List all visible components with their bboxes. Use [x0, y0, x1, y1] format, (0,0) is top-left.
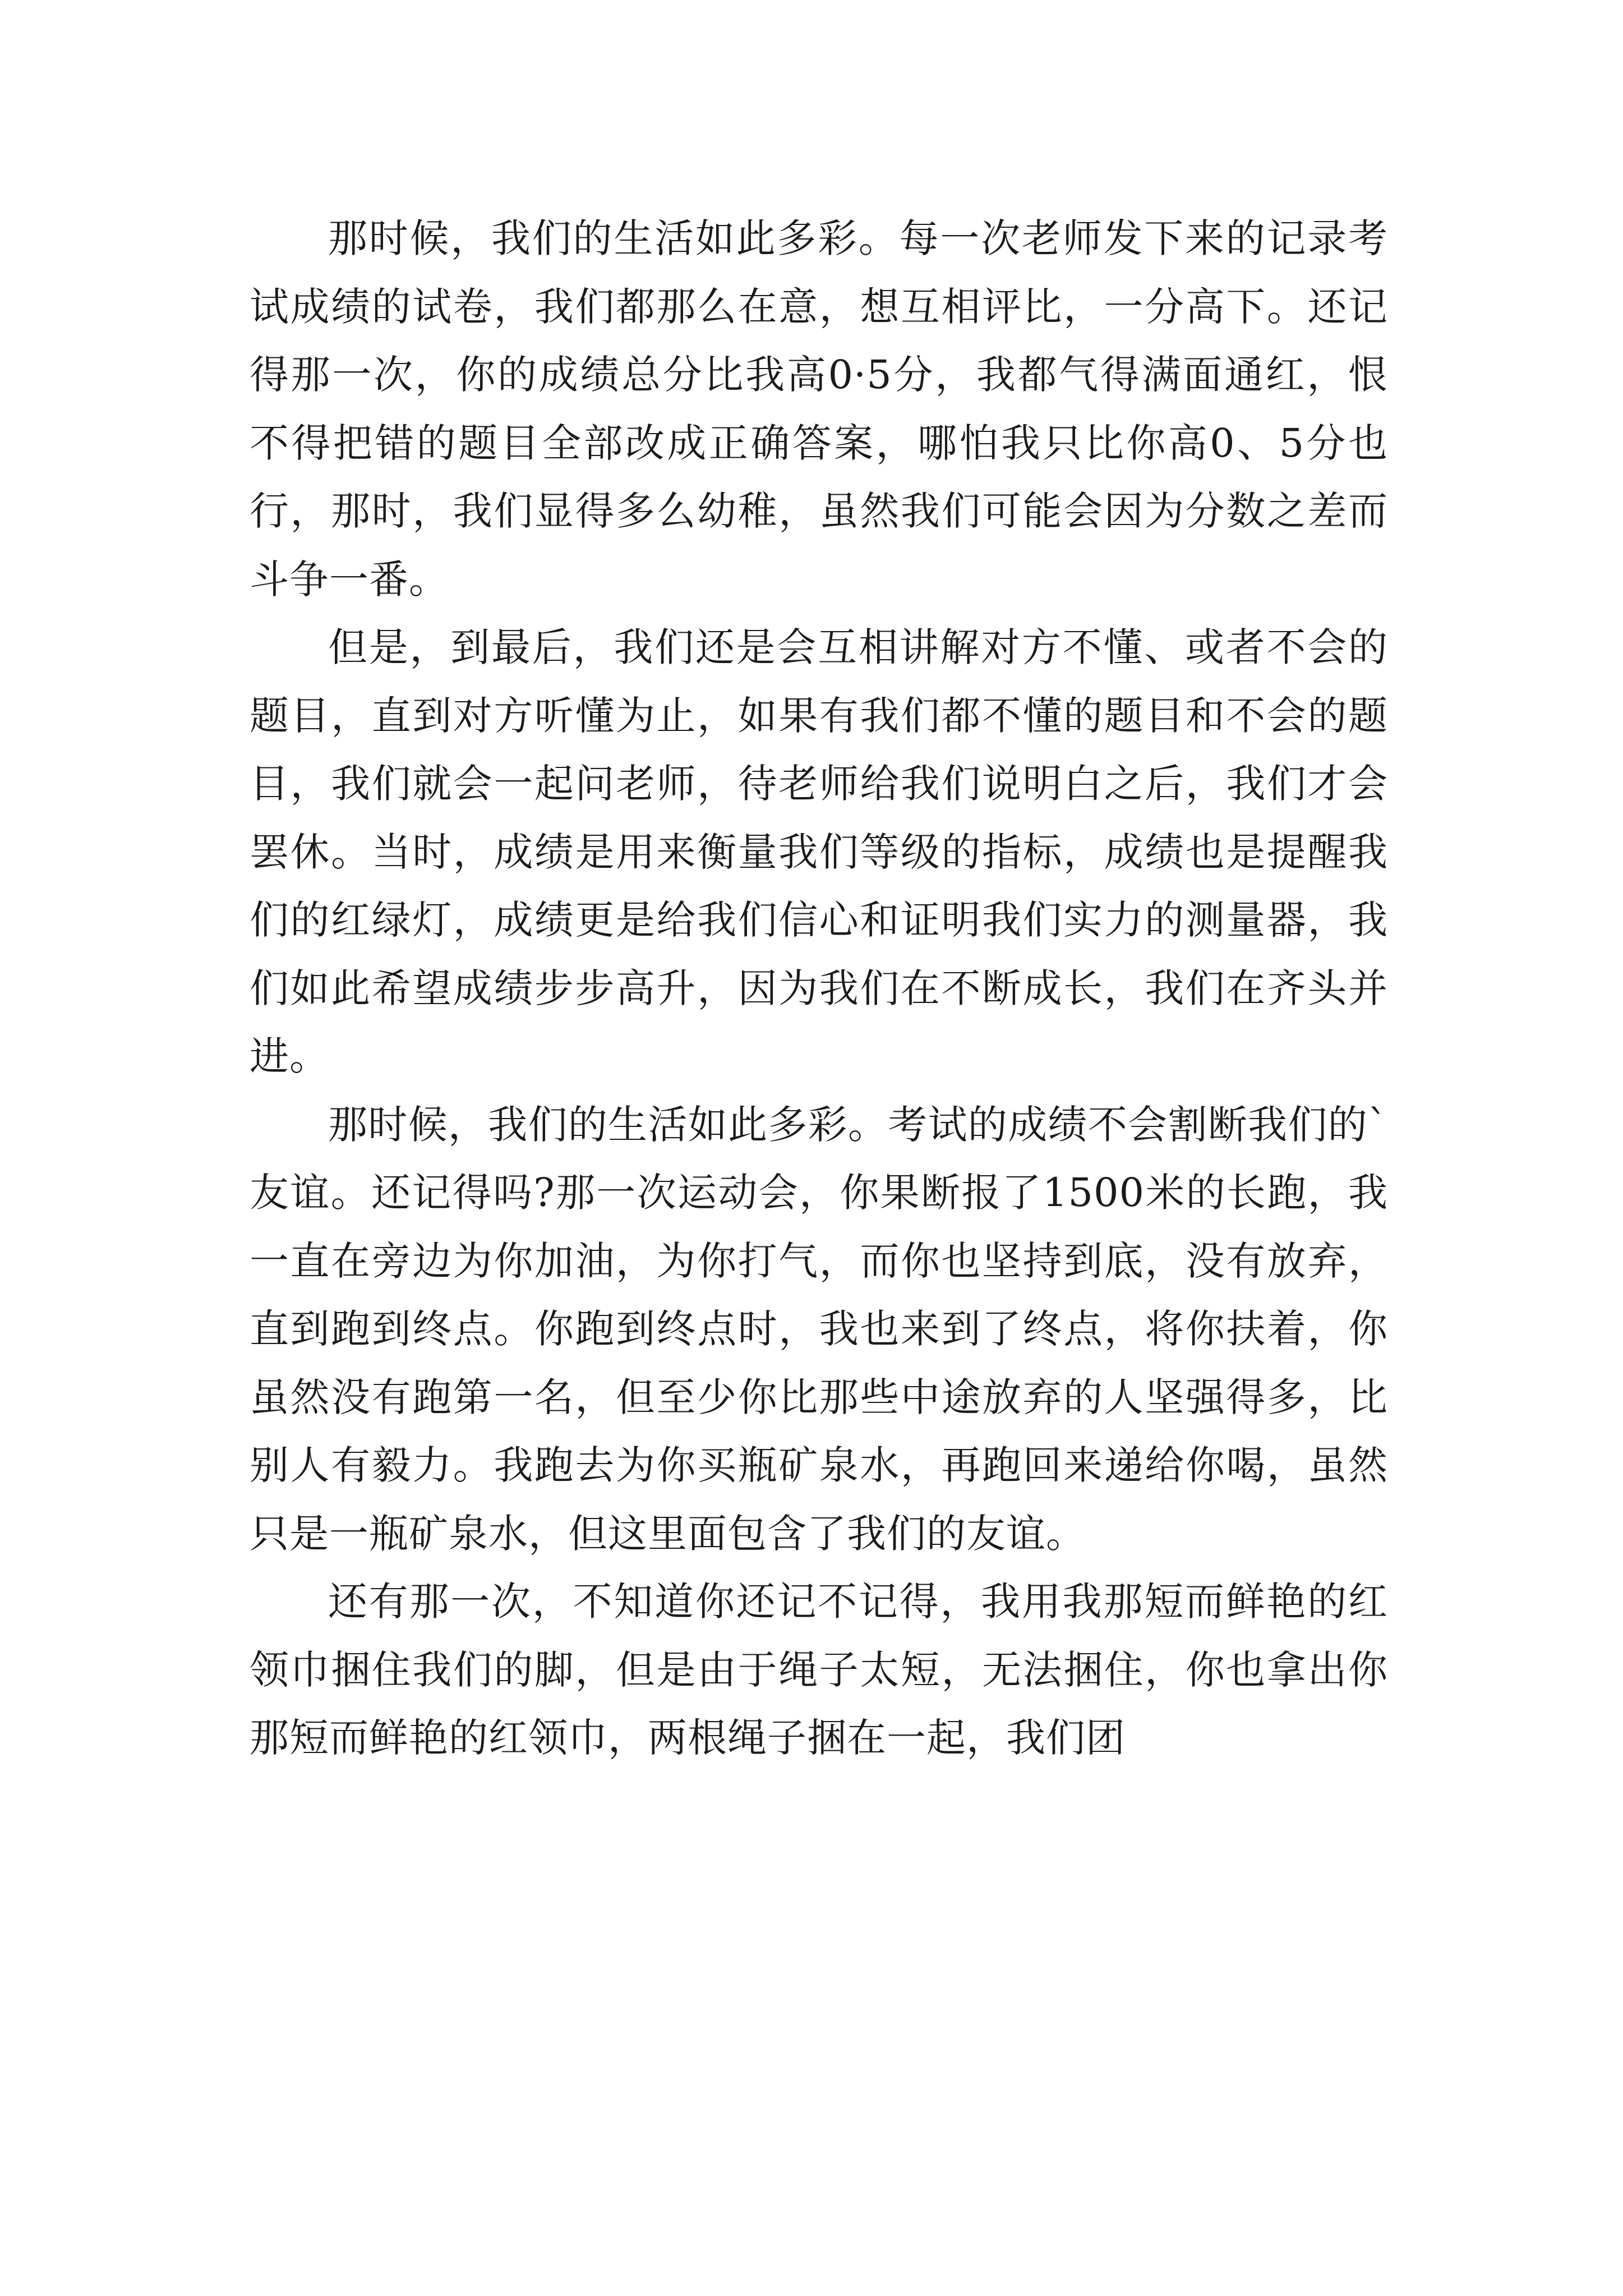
- document-body: [250, 205, 1388, 1773]
- paragraph-4: 还有那一次，不知道你还记不记得，我用我那短而鲜艳的红领巾捆住我们的脚，但是由于绳子太短，无法捆住，你也拿出你那短而鲜艳的红领巾，两根绳子捆在一起，我们团: [250, 1579, 1388, 1761]
- paragraph-3: 那时候，我们的生活如此多彩。考试的成绩不会割断我们的`友谊。还记得吗?那一次运动会，你果断报了1500米的长跑，我一直在旁边为你加油，为你打气，而你也坚持到底，没有放弃，直到跑到终点。你跑到终点时，我也来到了终点，将你扶着，你虽然没有跑第一名，但至少你比那些中途放弃的人坚强得多，比别人有毅力。我跑去为你买瓶矿泉水，再跑回来递给你喝，虽然只是一瓶矿泉水，但这里面包含了我们的友谊。: [250, 1101, 1388, 1557]
- paragraph-1: 那时候，我们的生活如此多彩。每一次老师发下来的记录考试成绩的试卷，我们都那么在意，想互相评比，一分高下。还记得那一次，你的成绩总分比我高0·5分，我都气得满面通红，恨不得把错的题目全部改成正确答案，哪怕我只比你高0、5分也行，那时，我们显得多么幼稚，虽然我们可能会因为分数之差而斗争一番。: [250, 215, 1388, 602]
- paragraph-2: 但是，到最后，我们还是会互相讲解对方不懂、或者不会的题目，直到对方听懂为止，如果有我们都不懂的题目和不会的题目，我们就会一起问老师，待老师给我们说明白之后，我们才会罢休。当时，成绩是用来衡量我们等级的指标，成绩也是提醒我们的红绿灯，成绩更是给我们信心和证明我们实力的测量器，我们如此希望成绩步步高升，因为我们在不断成长，我们在齐头并进。: [250, 624, 1388, 1079]
